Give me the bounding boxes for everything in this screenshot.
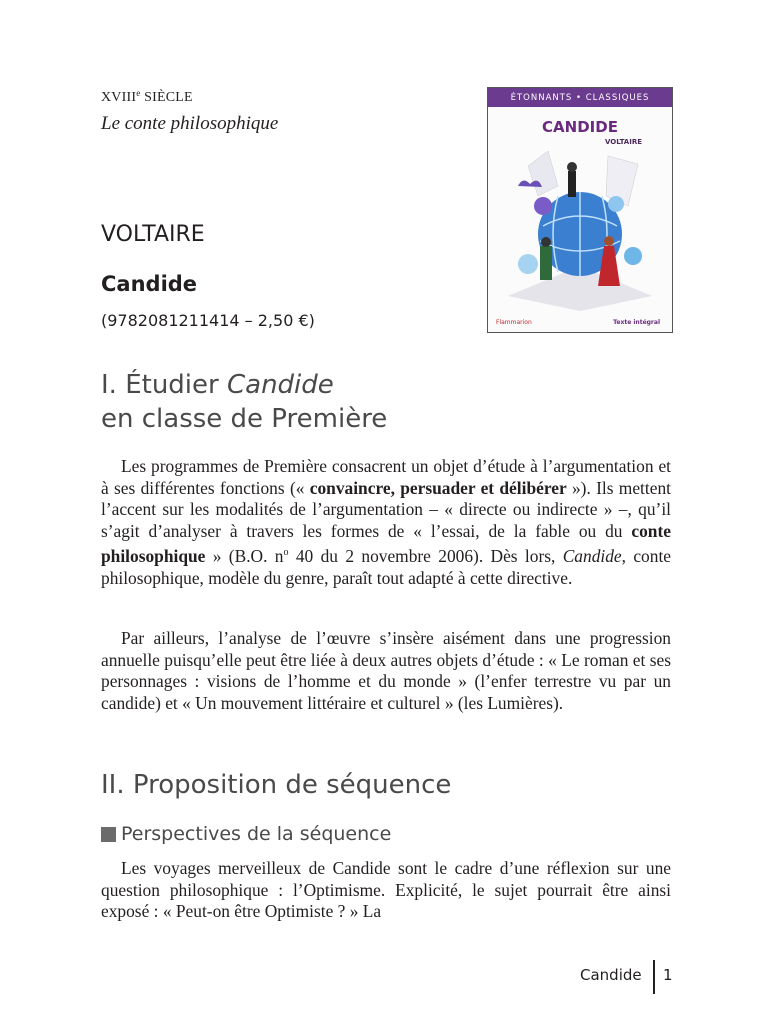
book-title: Candide — [101, 272, 198, 296]
book-cover — [487, 87, 673, 333]
section2-heading: II. Proposition de séquence — [101, 770, 452, 800]
author-name: VOLTAIRE — [101, 222, 205, 247]
cover-illustration — [488, 146, 672, 311]
cover-title: CANDIDE — [542, 118, 618, 136]
page-number: 1 — [663, 966, 673, 984]
cover-author: VOLTAIRE — [605, 138, 642, 146]
section1-heading-line1: I. Étudier Candide — [101, 370, 334, 400]
section2-paragraph-1: Les voyages merveilleux de Candide sont le cadre d’une réflexion sur une question philosophique : l’Optimisme. Explicité, le sujet pourrait être ainsi exposé : « Peut-on être Optimiste ? » La — [101, 858, 671, 922]
cover-publisher: Flammarion — [496, 319, 532, 326]
genre-label: Le conte philosophique — [101, 113, 279, 134]
section1-paragraph-1: Les programmes de Première consacrent un objet d’étude à l’argumentation et à ses différentes fonctions (« convaincre, persuader et délibérer »). Ils mettent l’accent sur les modalités de l’argumentation – « directe ou indirecte » –, qu’il s’agit d’analyser à travers les formes de « l’essai, de la fable ou du conte philosophique » (B.O. $n^o$ 40 du 2 novembre 2006). Dès lors, Candide, conte philosophique, modèle du genre, paraît tout adapté à cette directive. — [101, 456, 671, 588]
footer-divider — [653, 960, 655, 994]
square-bullet-icon — [101, 827, 116, 842]
cover-edition: Texte intégral — [613, 319, 660, 326]
footer-title: Candide — [580, 966, 642, 984]
section1-paragraph-2: Par ailleurs, l’analyse de l’œuvre s’insère aisément dans une progression annuelle puisqu’elle peut être liée à deux autres objets d’étude : « Le roman et ses personnages : visions de l’homme et du monde » (l’enfer terrestre vu par un candide) et « Un mouvement littéraire et culturel » (les Lumières). — [101, 628, 671, 713]
isbn-price: (9782081211414 – 2,50 €) — [101, 311, 315, 330]
century-label: XVIIIe SIÈCLE — [101, 88, 193, 105]
cover-series-band: ÉTONNANTS • CLASSIQUES — [488, 88, 672, 107]
section1-heading-line2: en classe de Première — [101, 404, 388, 434]
section2-subheading: Perspectives de la séquence — [101, 823, 391, 845]
